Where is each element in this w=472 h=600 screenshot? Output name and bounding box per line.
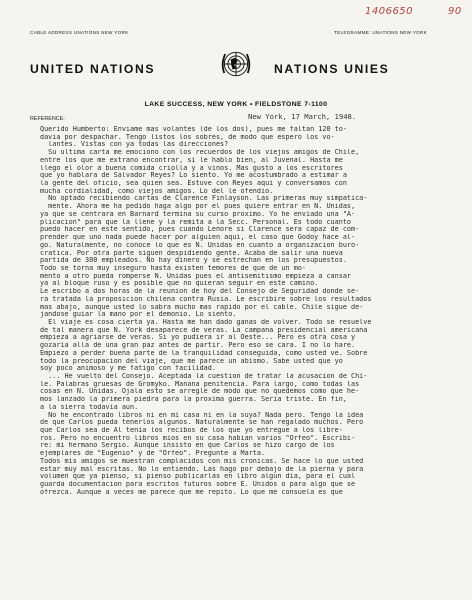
letter-line: de que Carlos pueda tenerlos algunos. Naturalmente se han regalado muchos. Pero	[40, 419, 364, 427]
letter-line: guarda documentacion para escritos futuros sobre E. Unidos o para algo que se	[40, 481, 356, 489]
letter-line: de tal manera que N. York desaparece de veras. La campana presidencial americana	[40, 326, 368, 334]
letter-line: mos lanzado la primera piedra para la proxima guerra. Seria triste. En fin,	[40, 396, 347, 404]
letter-line: ofrezca. Aunque a veces me parece que me repito. Lo que me consuela es que	[40, 488, 343, 496]
letter-line: prender que uno nada puede hacer por alguien aqui, el caso que Godoy hace al-	[40, 234, 356, 242]
telegram-address: TELEGRAMME: UNATIONS NEW YORK	[334, 30, 428, 35]
letter-line: mucha cordialidad, como viejos amigos. Lo del le ofendio.	[40, 187, 274, 195]
letter-line: que Carlos sea de Al tenia los recibos de los que yo entregue a los libre-	[40, 427, 343, 435]
letter-line: Su ultima carta me emociono con los recuerdos de los viejos amigos de Chile,	[40, 149, 360, 157]
letter-line: que yo hablara de Salvador Reyes? Lo siento. Yo me acostumbrado a estimar a	[40, 172, 347, 180]
letter-line: empieza a agriarse de veras. Si yo pudiera ir al Oeste... Pero es otra cosa y	[40, 334, 356, 342]
letter-line: lantes. Vistas con ya todas las direcciones?	[40, 141, 229, 149]
letter-line: Todos mis amigos se muestran complacidos con mis cronicas. Se hace lo que usted	[40, 457, 364, 465]
letter-line: cratica. Por otra parte siguen despidiendo gente. Acaba de salir una nueva	[40, 249, 343, 257]
letter-line: entre los que me extrano encontrar, si le hablo bien, al Juvenal. Hasta me	[40, 156, 343, 164]
letter-line: plicacion" para que la llene y la remita a la Secc. Personal. Es todo cuanto	[40, 218, 351, 226]
letter-line: estar muy mal escritas. No lo entiendo. Las hago por debajo de la pierna y para	[40, 465, 364, 473]
letter-line: todo la preocupacion del viaje, que me parece un abismo. Sabe usted que yo	[40, 357, 343, 365]
letter-line: mente. Ahora me ha pedido haga algo por el pues quiere entrar en N. Unidas,	[40, 203, 356, 211]
letter-line: a la sierra todavia aun.	[40, 403, 139, 411]
letter-line: No optado recibiendo cartas de Clarence Finlayson. Las primeras muy simpatica-	[40, 195, 368, 203]
letter-line: mento a otro pueda romperse N. Unidas pues el antisemitismo empieza a cansar	[40, 272, 351, 280]
letter-line: ya al bloque ruso y es posible que no quieran seguir en este camino.	[40, 280, 319, 288]
letter-line: soy poco animoso y me fatigo con facilidad.	[40, 365, 216, 373]
letter-line: jandose guiar la mano por el demonio. Lo siento.	[40, 311, 237, 319]
letter-line: Todo se torna muy inseguro hasta existen temores de que de un mo-	[40, 264, 306, 272]
letter-line: Le escribo a dos horas de la reunion de hoy del Consejo de Seguridad donde se-	[40, 288, 360, 296]
letter-line: ros. Pero no encuentro libros mios en su casa habian varios "Orfeo". Escribi-	[40, 434, 356, 442]
letter-line: volumen que ya pienso, si pienso publicarlas en libro algun dia, para el cual	[40, 473, 356, 481]
letter-line: cosas en N. Unidas. Ojala esto se arregle de modo que no quedemos como que he-	[40, 388, 360, 396]
letter-line: go. Naturalmente, no conoce lo que es N. Unidas en cuanto a organizacion buro-	[40, 241, 360, 249]
letter-line: mas abajo, aunque usted lo sabra mucho mas rapido por el cable. Chile sigue de-	[40, 303, 364, 311]
cable-address: CABLE ADDRESS UNATIONS NEW YORK	[30, 30, 129, 35]
letter-line: ra tratada la proposicion chilena contra Rusia. Le escribire sobre los resultados	[40, 295, 372, 303]
letter-line: puedo hacer en este sentido, pues cuando Lenore si Clarence sera capaz de com-	[40, 226, 360, 234]
letter-line: la gente del oficio, sea quien sea. Estuve con Reyes aqui y conversamos con	[40, 180, 347, 188]
handwritten-page-number: 90	[448, 6, 462, 17]
reference-label: REFERENCE:	[30, 116, 65, 122]
letter-line: partida de 300 empleados. No hay dinero y se estrechan en los presupuestos.	[40, 257, 347, 265]
letter-line: ya que se centrara en Barnard termina su curso proximo. Yo he enviado una "A-	[40, 210, 356, 218]
letter-line: Empiezo a perder buena parte de la tranquilidad conseguida, como usted ve. Sobre	[40, 349, 368, 357]
letter-line: gozaria alla de una gran paz antes de partir. Pero eso se cara. I no lo hare.	[40, 342, 356, 350]
letter-line: No he encontrado libros ni en mi casa ni en la suya? Nada pero. Tengo la idea	[40, 411, 364, 419]
letter-line: El viaje es cosa cierta ya. Hasta me han dado ganas de volver. Todo se resuelve	[40, 318, 372, 326]
org-name-english: UNITED NATIONS	[30, 62, 156, 76]
letter-date: New York, 17 March, 1948.	[248, 112, 357, 121]
letter-line: Querido Humberto: Envíame mas volantes (de los dos), pues me faltan 120 to-	[40, 126, 347, 133]
org-name-french: NATIONS UNIES	[274, 62, 390, 76]
handwritten-document-number: 1406650	[365, 6, 414, 17]
letterhead-address: LAKE SUCCESS, NEW YORK • FIELDSTONE 7-1100	[144, 101, 328, 108]
letter-line: llego el olor a buena comida criolla y a vinos. Mas gusto a los escritores	[40, 164, 343, 172]
un-emblem-icon	[218, 46, 254, 82]
letter-line: ... He vuelto del Consejo. Aceptada la cuestion de tratar la acusacion de Chi-	[40, 373, 368, 380]
letter-line: le. Palabras gruesas de Gromyko. Manana penitencia. Para largo, como todas las	[40, 380, 360, 388]
letter-line: re: mi hermano Sergio. Aunque insisto en que Carlos se hizo cargo de los	[40, 442, 335, 450]
letter-line: davia por despachar. Tengo listos los sobres, de modo que espero los vo-	[40, 133, 335, 141]
letter-line: ejemplares de "Eugenio" y de "Orfeo". Pregunte a Marta.	[40, 450, 266, 458]
letter-body	[40, 126, 466, 497]
